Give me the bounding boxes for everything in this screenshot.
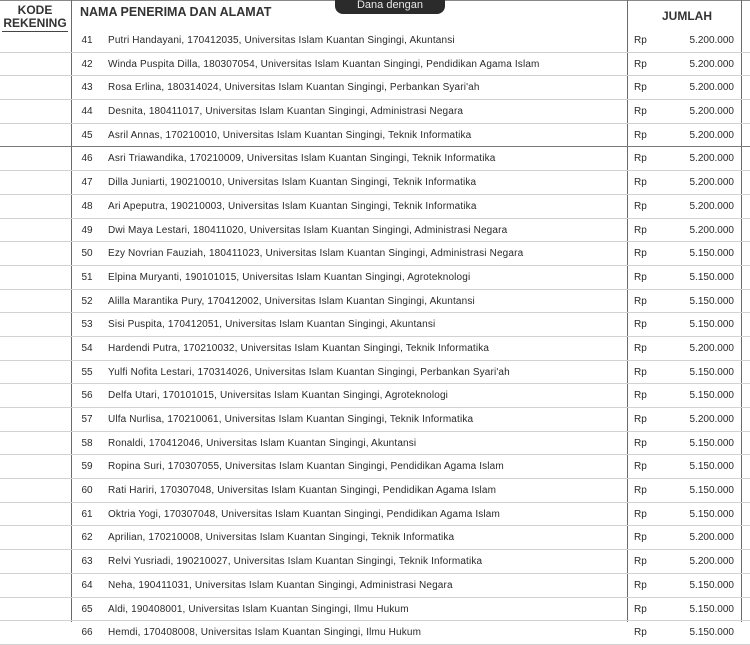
amount-value: 5.150.000	[689, 295, 734, 307]
amount-value: 5.200.000	[689, 82, 734, 94]
row-number: 43	[81, 82, 93, 94]
currency-label: Rp	[634, 153, 647, 165]
recipient-name-address: Rosa Erlina, 180314024, Universitas Islam Kuantan Singingi, Perbankan Syari'ah	[108, 82, 480, 94]
currency-label: Rp	[634, 248, 647, 260]
row-number: 50	[81, 248, 93, 260]
table-row	[0, 432, 750, 456]
currency-label: Rp	[634, 319, 647, 331]
amount-value: 5.200.000	[689, 556, 734, 568]
amount-value: 5.150.000	[689, 248, 734, 260]
recipient-name-address: Delfa Utari, 170101015, Universitas Islam Kuantan Singingi, Agroteknologi	[108, 390, 449, 402]
currency-label: Rp	[634, 129, 647, 141]
table-row	[0, 408, 750, 432]
currency-label: Rp	[634, 200, 647, 212]
recipient-name-address: Asril Annas, 170210010, Universitas Islam Kuantan Singingi, Teknik Informatika	[108, 129, 472, 141]
table-row	[0, 147, 750, 171]
amount-value: 5.200.000	[689, 532, 734, 544]
recipient-name-address: Ezy Novrian Fauziah, 180411023, Universitas Islam Kuantan Singingi, Administrasi Negara	[108, 248, 524, 260]
row-number: 48	[81, 200, 93, 212]
currency-label: Rp	[634, 342, 647, 354]
row-number: 65	[81, 603, 93, 615]
table-row	[0, 455, 750, 479]
row-number: 66	[81, 627, 93, 639]
row-number: 55	[81, 366, 93, 378]
recipient-table-body	[0, 29, 750, 645]
table-row	[0, 574, 750, 598]
amount-value: 5.150.000	[689, 319, 734, 331]
amount-value: 5.200.000	[689, 342, 734, 354]
table-row	[0, 526, 750, 550]
amount-value: 5.200.000	[689, 35, 734, 46]
row-number: 60	[81, 485, 93, 497]
row-number: 58	[81, 437, 93, 449]
currency-label: Rp	[634, 461, 647, 473]
amount-value: 5.200.000	[689, 153, 734, 165]
row-number: 46	[81, 153, 93, 165]
header-kode-line1: KODE	[17, 3, 53, 17]
currency-label: Rp	[634, 485, 647, 497]
table-row	[0, 219, 750, 243]
amount-value: 5.200.000	[689, 106, 734, 118]
table-row	[0, 479, 750, 503]
amount-value: 5.200.000	[689, 200, 734, 212]
currency-label: Rp	[634, 271, 647, 283]
overlay-caption-text: Dana dengan	[356, 0, 424, 11]
amount-value: 5.200.000	[689, 129, 734, 141]
row-number: 56	[81, 390, 93, 402]
amount-value: 5.200.000	[689, 414, 734, 425]
header-nama-penerima: NAMA PENERIMA DAN ALAMAT	[80, 5, 272, 19]
recipient-name-address: Relvi Yusriadi, 190210027, Universitas Islam Kuantan Singingi, Teknik Informatika	[108, 556, 483, 568]
currency-label: Rp	[634, 556, 647, 568]
row-number: 62	[81, 532, 93, 544]
header-jumlah: JUMLAH	[662, 9, 712, 23]
table-row	[0, 195, 750, 219]
currency-label: Rp	[634, 82, 647, 94]
table-row	[0, 53, 750, 77]
table-row	[0, 266, 750, 290]
recipient-name-address: Dilla Juniarti, 190210010, Universitas Islam Kuantan Singingi, Teknik Informatika	[108, 177, 477, 189]
table-row	[0, 550, 750, 574]
table-row	[0, 76, 750, 100]
table-row	[0, 621, 750, 645]
amount-value: 5.150.000	[689, 390, 734, 402]
currency-label: Rp	[634, 627, 647, 639]
recipient-name-address: Rati Hariri, 170307048, Universitas Islam Kuantan Singingi, Pendidikan Agama Islam	[108, 485, 497, 497]
amount-value: 5.200.000	[689, 177, 734, 189]
recipient-name-address: Ulfa Nurlisa, 170210061, Universitas Islam Kuantan Singingi, Teknik Informatika	[108, 414, 474, 425]
currency-label: Rp	[634, 532, 647, 544]
row-number: 57	[81, 414, 93, 425]
recipient-name-address: Hemdi, 170408008, Universitas Islam Kuantan Singingi, Ilmu Hukum	[108, 627, 422, 639]
currency-label: Rp	[634, 390, 647, 402]
currency-label: Rp	[634, 437, 647, 449]
recipient-name-address: Winda Puspita Dilla, 180307054, Universitas Islam Kuantan Singingi, Pendidikan Agama Islam	[108, 58, 540, 70]
table-row	[0, 503, 750, 527]
row-number: 52	[81, 295, 93, 307]
currency-label: Rp	[634, 603, 647, 615]
table-row	[0, 100, 750, 124]
table-row	[0, 384, 750, 408]
amount-value: 5.200.000	[689, 224, 734, 236]
table-row	[0, 124, 750, 148]
amount-value: 5.150.000	[689, 437, 734, 449]
amount-value: 5.150.000	[689, 271, 734, 283]
table-row	[0, 242, 750, 266]
currency-label: Rp	[634, 224, 647, 236]
recipient-name-address: Dwi Maya Lestari, 180411020, Universitas Islam Kuantan Singingi, Administrasi Negara	[108, 224, 508, 236]
header-kode-rekening	[0, 4, 70, 30]
recipient-name-address: Alilla Marantika Pury, 170412002, Universitas Islam Kuantan Singingi, Akuntansi	[108, 295, 475, 307]
amount-value: 5.150.000	[689, 461, 734, 473]
currency-label: Rp	[634, 414, 647, 425]
currency-label: Rp	[634, 366, 647, 378]
header-kode-line2: REKENING	[3, 16, 67, 30]
row-number: 53	[81, 319, 93, 331]
recipient-name-address: Neha, 190411031, Universitas Islam Kuantan Singingi, Administrasi Negara	[108, 579, 453, 591]
row-number: 45	[81, 129, 93, 141]
amount-value: 5.150.000	[689, 485, 734, 497]
table-row	[0, 290, 750, 314]
row-number: 63	[81, 556, 93, 568]
recipient-name-address: Elpina Muryanti, 190101015, Universitas Islam Kuantan Singingi, Agroteknologi	[108, 271, 471, 283]
amount-value: 5.150.000	[689, 508, 734, 520]
recipient-name-address: Asri Triawandika, 170210009, Universitas Islam Kuantan Singingi, Teknik Informatika	[108, 153, 496, 165]
recipient-name-address: Yulfi Nofita Lestari, 170314026, Universitas Islam Kuantan Singingi, Perbankan Syari'ah	[108, 366, 510, 378]
currency-label: Rp	[634, 106, 647, 118]
amount-value: 5.150.000	[689, 627, 734, 639]
table-row	[0, 171, 750, 195]
recipient-name-address: Aprilian, 170210008, Universitas Islam Kuantan Singingi, Teknik Informatika	[108, 532, 455, 544]
recipient-name-address: Ronaldi, 170412046, Universitas Islam Kuantan Singingi, Akuntansi	[108, 437, 417, 449]
recipient-name-address: Sisi Puspita, 170412051, Universitas Islam Kuantan Singingi, Akuntansi	[108, 319, 436, 331]
currency-label: Rp	[634, 295, 647, 307]
recipient-name-address: Desnita, 180411017, Universitas Islam Kuantan Singingi, Administrasi Negara	[108, 106, 464, 118]
row-number: 59	[81, 461, 93, 473]
table-row	[0, 361, 750, 385]
recipient-name-address: Oktria Yogi, 170307048, Universitas Islam Kuantan Singingi, Pendidikan Agama Islam	[108, 508, 500, 520]
row-number: 54	[81, 342, 93, 354]
recipient-name-address: Ropina Suri, 170307055, Universitas Islam Kuantan Singingi, Pendidikan Agama Islam	[108, 461, 504, 473]
recipient-name-address: Putri Handayani, 170412035, Universitas Islam Kuantan Singingi, Akuntansi	[108, 35, 455, 46]
currency-label: Rp	[634, 508, 647, 520]
table-row	[0, 598, 750, 622]
amount-value: 5.150.000	[689, 603, 734, 615]
amount-value: 5.200.000	[689, 58, 734, 70]
currency-label: Rp	[634, 35, 647, 46]
recipient-name-address: Aldi, 190408001, Universitas Islam Kuantan Singingi, Ilmu Hukum	[108, 603, 409, 615]
row-number: 41	[81, 35, 93, 46]
amount-value: 5.150.000	[689, 366, 734, 378]
table-row	[0, 29, 750, 53]
row-number: 51	[81, 271, 93, 283]
row-number: 61	[81, 508, 93, 520]
amount-value: 5.150.000	[689, 579, 734, 591]
row-number: 49	[81, 224, 93, 236]
recipient-name-address: Hardendi Putra, 170210032, Universitas Islam Kuantan Singingi, Teknik Informatika	[108, 342, 490, 354]
row-number: 44	[81, 106, 93, 118]
row-number: 64	[81, 579, 93, 591]
currency-label: Rp	[634, 579, 647, 591]
row-number: 42	[81, 58, 93, 70]
currency-label: Rp	[634, 58, 647, 70]
overlay-caption-chip	[335, 0, 445, 14]
row-number: 47	[81, 177, 93, 189]
currency-label: Rp	[634, 177, 647, 189]
recipient-name-address: Ari Apeputra, 190210003, Universitas Islam Kuantan Singingi, Teknik Informatika	[108, 200, 477, 212]
table-row	[0, 313, 750, 337]
table-row	[0, 337, 750, 361]
